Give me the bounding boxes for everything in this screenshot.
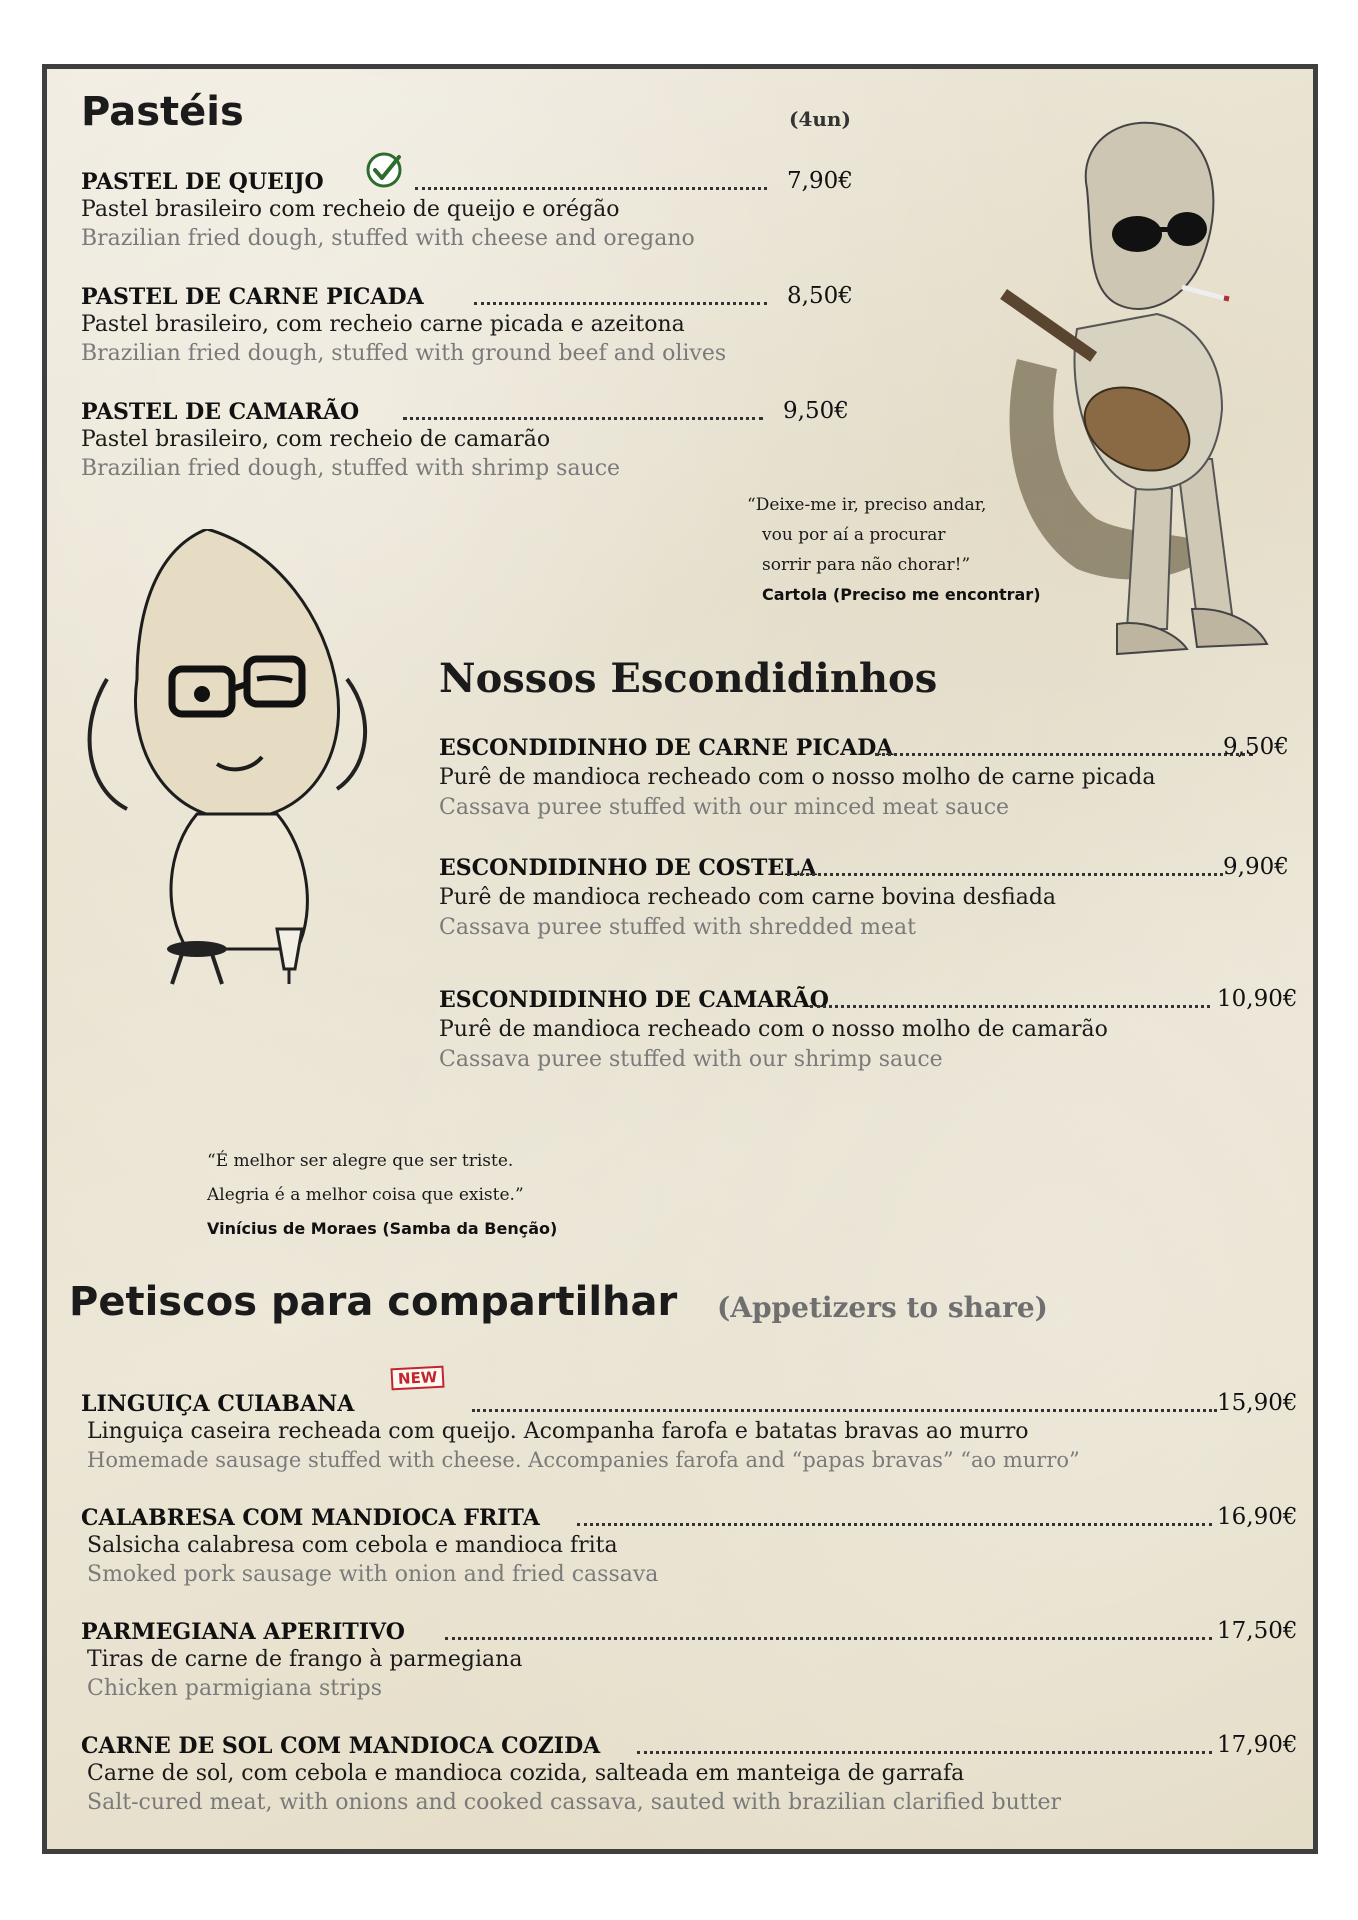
menu-item-name: CALABRESA COM MANDIOCA FRITA — [81, 1505, 540, 1531]
petiscos-title: Petiscos para compartilhar — [69, 1279, 678, 1325]
leader-dots — [403, 417, 763, 420]
menu-item-name: LINGUIÇA CUIABANA — [81, 1391, 355, 1417]
menu-item-name: PASTEL DE QUEIJO — [81, 169, 324, 195]
menu-item-description-pt: Carne de sol, com cebola e mandioca cozida, salteada em manteiga de garrafa — [87, 1761, 965, 1786]
quote-line: sorrir para não chorar!” — [762, 555, 971, 575]
leader-dots — [810, 1005, 1210, 1008]
pasteis-unit-note: (4un) — [789, 107, 851, 131]
menu-item-description-pt: Pastel brasileiro com recheio de queijo e orégão — [81, 197, 620, 222]
escondidinhos-title: Nossos Escondidinhos — [439, 655, 938, 702]
quote-author: Vinícius de Moraes (Samba da Benção) — [207, 1219, 558, 1238]
leader-dots — [445, 1637, 1212, 1640]
menu-item-description-en: Brazilian fried dough, stuffed with shrimp sauce — [81, 456, 621, 481]
menu-item-price: 10,90€ — [1217, 986, 1298, 1012]
menu-item-price: 8,50€ — [787, 283, 853, 309]
pasteis-title: Pastéis — [81, 89, 244, 135]
leader-dots — [875, 753, 1253, 756]
menu-item-description-pt: Tiras de carne de frango à parmegiana — [87, 1647, 523, 1672]
menu-item-description-en: Smoked pork sausage with onion and fried cassava — [87, 1562, 659, 1587]
quote-line: Alegria é a melhor coisa que existe.” — [207, 1185, 524, 1205]
menu-item-name: ESCONDIDINHO DE CARNE PICADA — [439, 735, 894, 761]
menu-item-description-pt: Purê de mandioca recheado com carne bovina desfiada — [439, 885, 1057, 910]
menu-item-name: PARMEGIANA APERITIVO — [81, 1619, 405, 1645]
quote-line: “Deixe-me ir, preciso andar, — [747, 495, 987, 515]
menu-item-description-pt: Purê de mandioca recheado com o nosso molho de carne picada — [439, 765, 1156, 790]
quote-line: “É melhor ser alegre que ser triste. — [207, 1151, 514, 1171]
menu-item-price: 9,50€ — [1223, 734, 1289, 760]
menu-page — [42, 64, 1318, 1854]
petiscos-subtitle: (Appetizers to share) — [717, 1291, 1048, 1324]
menu-item-price: 17,90€ — [1217, 1732, 1298, 1758]
menu-item-price: 9,50€ — [783, 398, 849, 424]
menu-item-price: 9,90€ — [1223, 854, 1289, 880]
menu-item-name: CARNE DE SOL COM MANDIOCA COZIDA — [81, 1733, 601, 1759]
leader-dots — [577, 1523, 1212, 1526]
menu-item-name: ESCONDIDINHO DE CAMARÃO — [439, 987, 829, 1013]
menu-item-name: PASTEL DE CARNE PICADA — [81, 284, 424, 310]
leader-dots — [472, 1409, 1217, 1412]
menu-item-description-en: Brazilian fried dough, stuffed with ground beef and olives — [81, 341, 727, 366]
quote-author: Cartola (Preciso me encontrar) — [762, 585, 1041, 604]
menu-item-price: 15,90€ — [1217, 1390, 1298, 1416]
menu-item-description-en: Cassava puree stuffed with shredded meat — [439, 915, 916, 940]
leader-dots — [474, 302, 767, 305]
leader-dots — [637, 1751, 1212, 1754]
new-badge: NEW — [390, 1366, 444, 1391]
menu-item-price: 16,90€ — [1217, 1504, 1298, 1530]
menu-item-price: 7,90€ — [787, 168, 853, 194]
menu-item-price: 17,50€ — [1217, 1618, 1298, 1644]
menu-item-description-pt: Linguiça caseira recheada com queijo. Acompanha farofa e batatas bravas ao murro — [87, 1419, 1029, 1444]
menu-item-name: ESCONDIDINHO DE COSTELA — [439, 855, 817, 881]
menu-item-description-en: Cassava puree stuffed with our shrimp sauce — [439, 1047, 943, 1072]
menu-item-description-en: Homemade sausage stuffed with cheese. Accompanies farofa and “papas bravas” “ao murro” — [87, 1448, 1080, 1472]
menu-item-description-en: Salt-cured meat, with onions and cooked cassava, sauted with brazilian clarified butter — [87, 1790, 1062, 1815]
menu-item-description-pt: Pastel brasileiro, com recheio de camarão — [81, 427, 551, 452]
menu-item-name: PASTEL DE CAMARÃO — [81, 399, 360, 425]
menu-item-description-en: Cassava puree stuffed with our minced meat sauce — [439, 795, 1010, 820]
caricature-poet-icon — [67, 529, 397, 989]
menu-item-description-en: Brazilian fried dough, stuffed with cheese and oregano — [81, 226, 695, 251]
menu-item-description-pt: Salsicha calabresa com cebola e mandioca frita — [87, 1533, 618, 1558]
check-icon — [365, 151, 405, 189]
leader-dots — [415, 187, 767, 190]
menu-item-description-en: Chicken parmigiana strips — [87, 1676, 383, 1701]
menu-item-description-pt: Pastel brasileiro, com recheio carne picada e azeitona — [81, 312, 685, 337]
leader-dots — [787, 873, 1223, 876]
menu-item-description-pt: Purê de mandioca recheado com o nosso molho de camarão — [439, 1017, 1108, 1042]
quote-line: vou por aí a procurar — [762, 525, 946, 545]
